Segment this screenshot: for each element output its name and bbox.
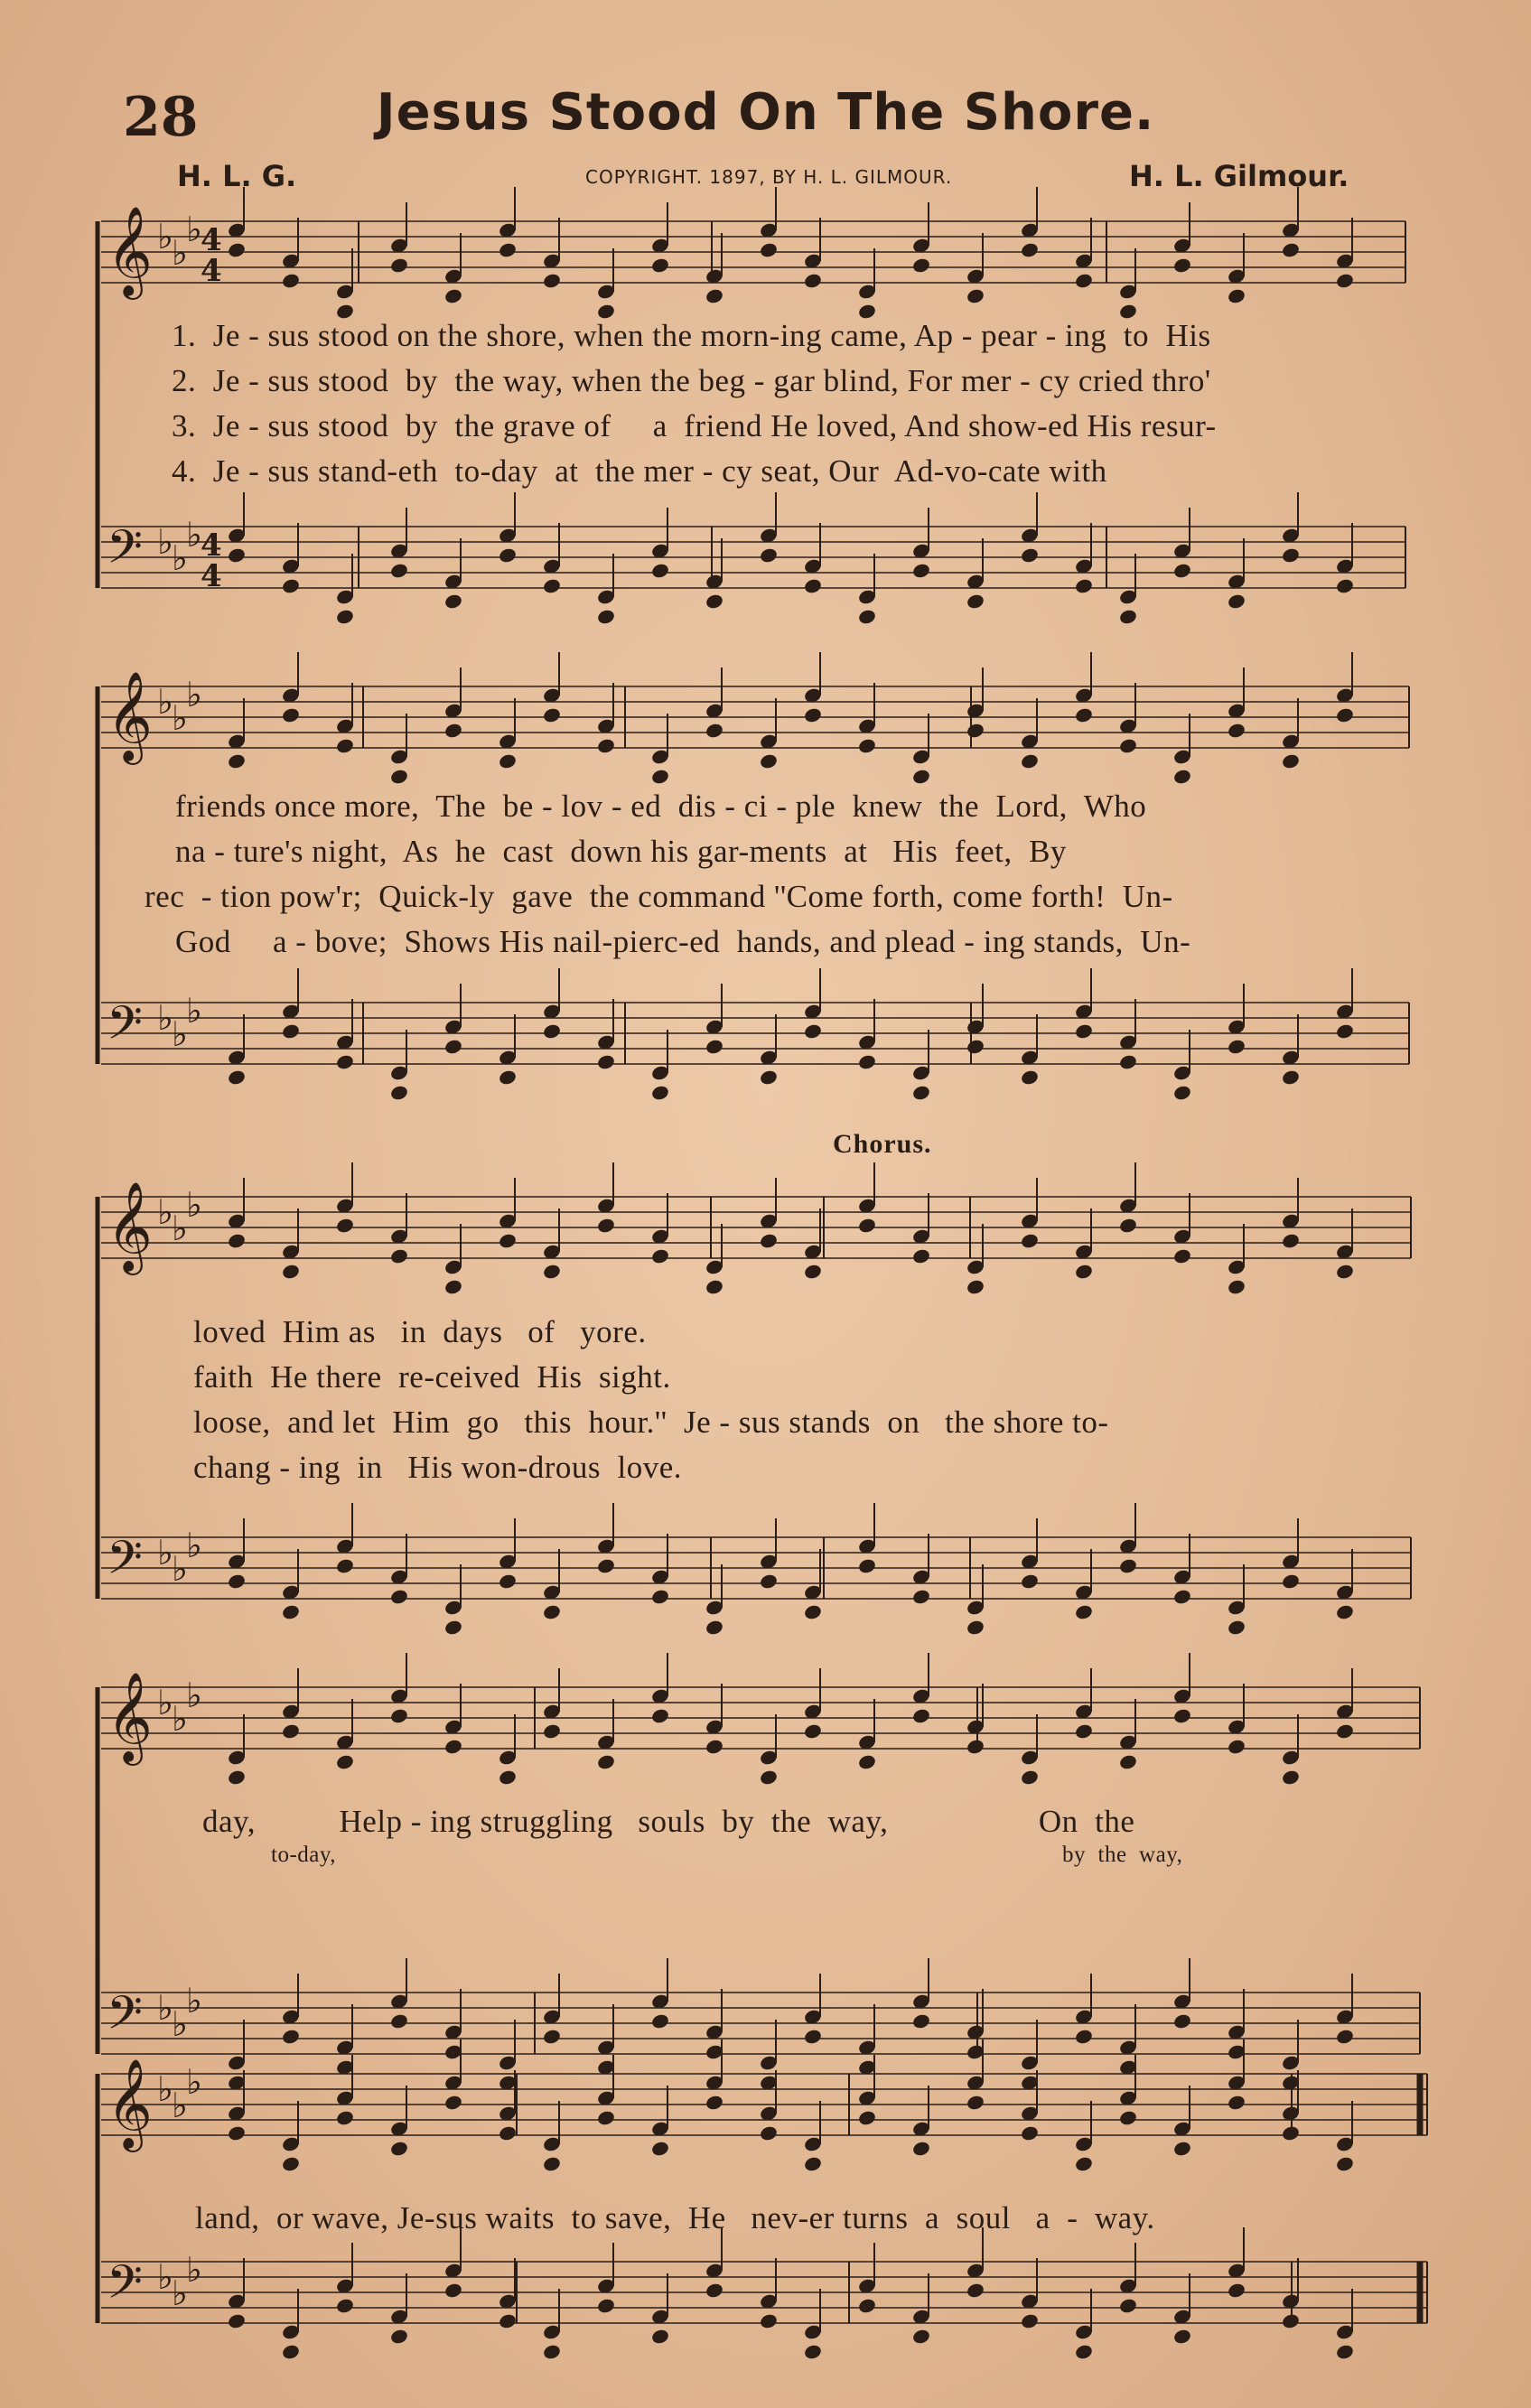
notehead [705,722,724,739]
notehead [542,2028,562,2045]
notehead [1227,2094,1246,2111]
notehead [498,1769,518,1786]
notehead [1172,2328,1192,2345]
notehead [227,1232,247,1249]
notehead [705,287,724,304]
notehead [650,2012,670,2030]
notehead [335,1053,355,1070]
flat-icon: ♭ [172,2086,188,2125]
notehead [759,2124,779,2142]
notehead [498,2124,518,2142]
notehead [759,1573,779,1590]
lyric-line: God a - bove; Shows His nail-pierc-ed hands, and plead - ing stands, Un- [175,924,1191,959]
notehead [650,1084,670,1101]
notehead [1335,1722,1355,1740]
flat-icon: ♭ [186,1185,202,1225]
flat-icon: ♭ [172,698,188,738]
lyric-line: 2. Je - sus stood by the way, when the beg - gar blind, For mer - cy cried thro' [172,363,1211,398]
notehead [857,608,877,625]
notehead [1335,2028,1355,2045]
chorus-label: Chorus. [833,1129,932,1159]
time-signature-top: 4 [201,222,222,258]
lyric-line: 1. Je - sus stood on the shore, when the morn-ing came, Ap - pear - ing to His [172,318,1211,353]
notehead [443,2094,463,2111]
notehead [335,737,355,754]
notehead [759,752,779,770]
notehead [803,1722,823,1740]
flat-icon: ♭ [157,522,173,562]
notehead [1020,241,1040,258]
notehead [281,2155,301,2172]
lyric-line: day, Help - ing struggling souls by the way, On the [202,1804,1135,1839]
notehead [1118,1557,1138,1574]
notehead [498,2312,518,2329]
lyric-line: na - ture's night, As he cast down his gar-ments at His feet, By [175,834,1067,869]
notehead [857,1217,877,1234]
notehead [1281,241,1301,258]
notehead [389,2012,409,2030]
notehead [1020,1232,1040,1249]
notehead [498,1232,518,1249]
bass-clef-icon: 𝄢 [107,519,143,585]
flat-icon: ♭ [157,998,173,1038]
bass-clef-icon: 𝄢 [107,2254,143,2320]
notehead [1172,2140,1192,2157]
notehead [335,1557,355,1574]
notehead [650,257,670,274]
notehead [650,2328,670,2345]
notehead [1074,577,1094,594]
lyric-line: land, or wave, Je-sus waits to save, He nev-er turns a soul a - way. [195,2200,1155,2235]
alto-lyric: by the way, [1062,1843,1183,1867]
notehead [1335,1022,1355,1040]
notehead [911,1588,931,1605]
notehead [1118,2109,1138,2126]
notehead [1020,752,1040,770]
notehead [966,2282,985,2299]
notehead [1074,2343,1094,2360]
lyric-line: friends once more, The be - lov - ed dis - ci - ple knew the Lord, Who [175,789,1147,824]
notehead [596,1753,616,1770]
notehead [542,1263,562,1280]
notehead [1227,1738,1246,1755]
notehead [705,2282,724,2299]
treble-clef-icon: 𝄞 [107,206,153,296]
notehead [911,1707,931,1724]
notehead [1074,272,1094,289]
notehead [542,706,562,723]
notehead [335,2297,355,2314]
notehead [1074,706,1094,723]
notehead [335,1217,355,1234]
notehead [1172,1707,1192,1724]
notehead [705,1619,724,1636]
notehead [650,2140,670,2157]
notehead [443,1278,463,1295]
notehead [1020,1769,1040,1786]
notehead [1074,1722,1094,1740]
notehead [759,546,779,564]
notehead [443,1619,463,1636]
notehead [389,2140,409,2157]
notehead [1281,546,1301,564]
notehead [281,1263,301,1280]
notehead [443,722,463,739]
notehead [1118,608,1138,625]
notehead [1281,1769,1301,1786]
notehead [803,2028,823,2045]
time-signature-top: 4 [201,527,222,564]
notehead [1227,722,1246,739]
notehead [227,1573,247,1590]
notehead [1281,752,1301,770]
notehead [1118,737,1138,754]
flat-icon: ♭ [157,1192,173,1232]
time-signature-bottom: 4 [201,253,222,289]
notehead [857,1053,877,1070]
lyric-line: faith He there re-ceived His sight. [193,1359,671,1395]
notehead [966,287,985,304]
notehead [596,1557,616,1574]
notehead [1281,2312,1301,2329]
notehead [857,2109,877,2126]
flat-icon: ♭ [172,1014,188,1054]
flat-icon: ♭ [186,1981,202,2021]
lyric-line: 3. Je - sus stood by the grave of a friend He loved, And show-ed His resur- [172,408,1217,443]
notehead [542,272,562,289]
notehead [1227,1278,1246,1295]
notehead [1172,1084,1192,1101]
notehead [650,1588,670,1605]
notehead [911,2328,931,2345]
flat-icon: ♭ [186,675,202,714]
notehead [1020,2124,1040,2142]
notehead [281,1022,301,1040]
notehead [911,1247,931,1265]
lyricist-credit: H. L. G. [177,159,297,193]
notehead [759,2312,779,2329]
notehead [596,2109,616,2126]
notehead [803,706,823,723]
notehead [1118,1217,1138,1234]
notehead [966,1038,985,1055]
notehead [1118,1753,1138,1770]
notehead [281,706,301,723]
flat-icon: ♭ [157,682,173,722]
notehead [803,1603,823,1620]
notehead [966,2094,985,2111]
notehead [803,2343,823,2360]
treble-clef-icon: 𝄞 [107,671,153,761]
notehead [281,1603,301,1620]
notehead [705,1278,724,1295]
notehead [1172,1247,1192,1265]
notehead [966,1619,985,1636]
notehead [966,593,985,610]
flat-icon: ♭ [186,2062,202,2102]
treble-clef-icon: 𝄞 [107,2058,153,2149]
notehead [335,1753,355,1770]
notehead [705,1038,724,1055]
notehead [227,1769,247,1786]
notehead [542,2343,562,2360]
notehead [1335,1603,1355,1620]
notehead [1172,257,1192,274]
notehead [1172,562,1192,579]
notehead [596,2297,616,2314]
composer-credit: H. L. Gilmour. [1129,159,1349,193]
notehead [498,546,518,564]
treble-clef-icon: 𝄞 [107,1181,153,1272]
notehead [1335,1263,1355,1280]
notehead [1335,272,1355,289]
notehead [1074,2155,1094,2172]
notehead [389,1084,409,1101]
notehead [857,1557,877,1574]
flat-icon: ♭ [157,2069,173,2109]
flat-icon: ♭ [172,1699,188,1739]
notehead [443,287,463,304]
notehead [335,2109,355,2126]
notehead [759,1232,779,1249]
lyric-line: chang - ing in His won-drous love. [193,1450,683,1485]
notehead [542,1603,562,1620]
notehead [542,1722,562,1740]
flat-icon: ♭ [157,217,173,257]
lyric-line: rec - tion pow'r; Quick-ly gave the command ''Come forth, come forth! Un- [145,879,1173,914]
copyright-notice: COPYRIGHT. 1897, BY H. L. GILMOUR. [585,166,953,188]
notehead [389,768,409,785]
notehead [705,1738,724,1755]
notehead [705,2094,724,2111]
notehead [389,2328,409,2345]
notehead [803,2155,823,2172]
notehead [1335,2343,1355,2360]
notehead [1281,1573,1301,1590]
notehead [1281,1069,1301,1086]
treble-clef-icon: 𝄞 [107,1672,153,1762]
notehead [857,2297,877,2314]
flat-icon: ♭ [157,1533,173,1573]
flat-icon: ♭ [186,515,202,555]
notehead [1281,1232,1301,1249]
notehead [1020,546,1040,564]
notehead [596,1217,616,1234]
flat-icon: ♭ [172,1209,188,1248]
flat-icon: ♭ [157,1988,173,2028]
notehead [227,546,247,564]
notehead [281,2343,301,2360]
notehead [443,2282,463,2299]
flat-icon: ♭ [172,2273,188,2313]
notehead [227,1069,247,1086]
lyric-line: loose, and let Him go this hour.'' Je - sus stands on the shore to- [193,1405,1109,1440]
notehead [911,2140,931,2157]
notehead [803,577,823,594]
notehead [498,1069,518,1086]
notehead [1020,2312,1040,2329]
notehead [443,593,463,610]
notehead [542,2155,562,2172]
notehead [1074,1263,1094,1280]
flat-icon: ♭ [157,2257,173,2297]
notehead [1172,768,1192,785]
notehead [281,2028,301,2045]
notehead [389,1588,409,1605]
notehead [759,1769,779,1786]
notehead [227,2312,247,2329]
alto-lyric: to-day, [271,1843,336,1867]
notehead [1227,287,1246,304]
notehead [650,768,670,785]
notehead [803,272,823,289]
notehead [596,608,616,625]
notehead [335,608,355,625]
notehead [1074,1022,1094,1040]
notehead [1335,577,1355,594]
notehead [857,737,877,754]
notehead [596,737,616,754]
notehead [227,2124,247,2142]
notehead [227,241,247,258]
flat-icon: ♭ [172,1549,188,1589]
notehead [498,1573,518,1590]
notehead [1227,2282,1246,2299]
notehead [1074,1603,1094,1620]
notehead [911,2012,931,2030]
notehead [803,1263,823,1280]
notehead [705,593,724,610]
flat-icon: ♭ [186,210,202,249]
flat-icon: ♭ [172,233,188,273]
notehead [542,1022,562,1040]
notehead [1020,1069,1040,1086]
notehead [650,1247,670,1265]
notehead [443,1038,463,1055]
flat-icon: ♭ [186,1675,202,1715]
notehead [1074,2028,1094,2045]
notehead [389,1247,409,1265]
notehead [389,257,409,274]
page-number: 28 [123,86,199,149]
notehead [966,722,985,739]
notehead [1172,2012,1192,2030]
notehead [1281,2124,1301,2142]
notehead [281,577,301,594]
bass-clef-icon: 𝄢 [107,995,143,1061]
notehead [389,1707,409,1724]
flat-icon: ♭ [172,2004,188,2044]
hymn-title: Jesus Stood On The Shore. [376,83,1155,142]
notehead [803,1022,823,1040]
notehead [759,1069,779,1086]
notehead [1227,1038,1246,1055]
notehead [1335,706,1355,723]
bass-clef-icon: 𝄢 [107,1985,143,2051]
lyric-line: loved Him as in days of yore. [193,1314,647,1349]
notehead [542,577,562,594]
flat-icon: ♭ [186,2250,202,2290]
notehead [911,1084,931,1101]
notehead [857,1753,877,1770]
flat-icon: ♭ [186,1526,202,1565]
notehead [227,752,247,770]
notehead [966,1278,985,1295]
flat-icon: ♭ [172,538,188,578]
notehead [1335,2155,1355,2172]
flat-icon: ♭ [186,991,202,1031]
notehead [1118,1053,1138,1070]
notehead [1118,2297,1138,2314]
bass-clef-icon: 𝄢 [107,1530,143,1596]
notehead [650,1707,670,1724]
notehead [759,241,779,258]
notehead [389,562,409,579]
notehead [443,1738,463,1755]
notehead [911,768,931,785]
notehead [1172,1588,1192,1605]
flat-icon: ♭ [157,1683,173,1722]
notehead [596,1053,616,1070]
notehead [650,562,670,579]
time-signature-bottom: 4 [201,558,222,594]
notehead [911,562,931,579]
notehead [281,1722,301,1740]
notehead [1020,1573,1040,1590]
notehead [966,1738,985,1755]
lyric-line: 4. Je - sus stand-eth to-day at the mer - cy seat, Our Ad-vo-cate with [172,453,1107,489]
notehead [1227,593,1246,610]
notehead [498,241,518,258]
notehead [1227,1619,1246,1636]
notehead [281,272,301,289]
notehead [911,257,931,274]
notehead [498,752,518,770]
